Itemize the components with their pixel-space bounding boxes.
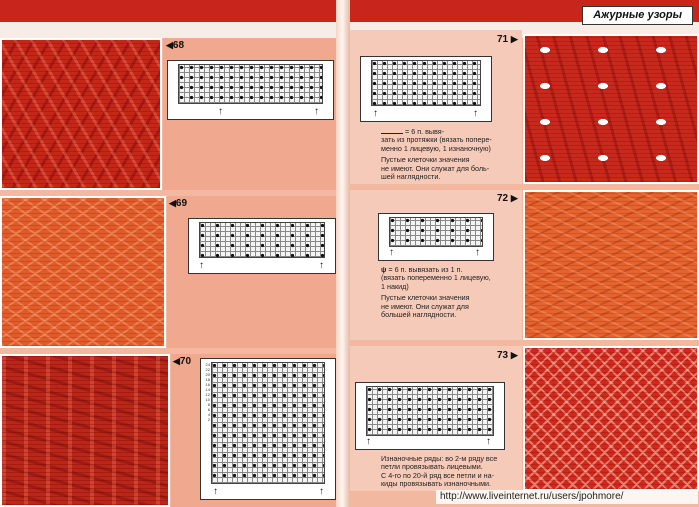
arrow-up-icon: ↑ — [213, 486, 218, 497]
arrow-up-icon: ↑ — [314, 106, 319, 117]
pattern-number-68: ◀68 — [166, 40, 185, 51]
knit-photo-70 — [0, 354, 170, 507]
left-top-band — [0, 0, 336, 22]
stitch-symbol-icon: ψ — [381, 265, 387, 274]
knitting-chart-73 — [355, 382, 505, 450]
note-71-symbol: = 6 п. вывя- — [381, 128, 521, 136]
knitting-chart-69 — [188, 218, 336, 274]
knitting-chart-71 — [360, 56, 492, 122]
pattern-number-69: ◀69 — [169, 198, 188, 209]
pattern-number-73: 73 ▶ — [497, 350, 518, 361]
left-header-strip — [0, 22, 336, 38]
book-gutter — [336, 0, 350, 507]
pattern-number-70: ◀70 — [173, 356, 192, 367]
watermark-url: http://www.liveinternet.ru/users/jpohmore/ — [436, 490, 698, 504]
arrow-up-icon: ↑ — [218, 106, 223, 117]
arrow-up-icon: ↑ — [199, 260, 204, 271]
knit-photo-72 — [523, 190, 699, 340]
chart-grid-69 — [199, 222, 325, 258]
note-72: ψ = 6 п. вывязать из 1 п. (вязать попеременно 1 лицевую, 1 накид) Пустые клеточки значения не имеют. Они служат для большей наглядности. — [381, 266, 521, 319]
knit-photo-69 — [0, 196, 166, 348]
left-pointer-icon: ◀ — [166, 40, 173, 50]
right-pointer-icon: ▶ — [510, 350, 518, 360]
arrow-up-icon: ↑ — [473, 108, 478, 119]
knitting-chart-70 — [200, 358, 336, 500]
page-title: Ажурные узоры — [582, 6, 693, 25]
right-pointer-icon: ▶ — [510, 193, 518, 203]
note-72-symbol: ψ = 6 п. вывязать из 1 п. — [381, 265, 463, 274]
arrow-up-icon: ↑ — [475, 247, 480, 258]
row-numbers: 24 22 20 18 16 14 12 10 8 6 4 2 — [205, 362, 210, 422]
knitting-chart-68 — [167, 60, 334, 120]
pattern-number-71: 71 ▶ — [497, 34, 518, 45]
stitch-symbol-icon — [381, 133, 403, 134]
arrow-up-icon: ↑ — [389, 247, 394, 258]
arrow-up-icon: ↑ — [366, 436, 371, 447]
note-71: = 6 п. вывя- зать из протяжки (вязать попере- менно 1 лицевую, 1 изнаночную) Пустые клеточки значения не имеют. Они служат для боль- шей наглядности. — [381, 128, 521, 181]
knit-photo-73 — [523, 346, 699, 491]
arrow-up-icon: ↑ — [319, 260, 324, 271]
chart-grid-71 — [371, 60, 481, 106]
note-73: Изнаночные ряды: во 2-м ряду все петли провязывать лицевыми. С 4-го по 20-й ряд все петли и на- киды провязывать изнаночными. — [381, 454, 498, 489]
right-pointer-icon: ▶ — [510, 34, 518, 44]
chart-grid-73 — [366, 386, 494, 436]
knit-photo-68 — [0, 38, 162, 190]
chart-grid-70 — [211, 362, 325, 484]
arrow-up-icon: ↑ — [373, 108, 378, 119]
arrow-up-icon: ↑ — [319, 486, 324, 497]
pattern-number-72: 72 ▶ — [497, 193, 518, 204]
arrow-up-icon: ↑ — [486, 436, 491, 447]
knit-photo-71 — [523, 34, 699, 184]
chart-grid-68 — [178, 64, 323, 104]
knitting-chart-72 — [378, 213, 494, 261]
chart-grid-72 — [389, 217, 483, 247]
left-pointer-icon: ◀ — [173, 356, 180, 366]
left-pointer-icon: ◀ — [169, 198, 176, 208]
